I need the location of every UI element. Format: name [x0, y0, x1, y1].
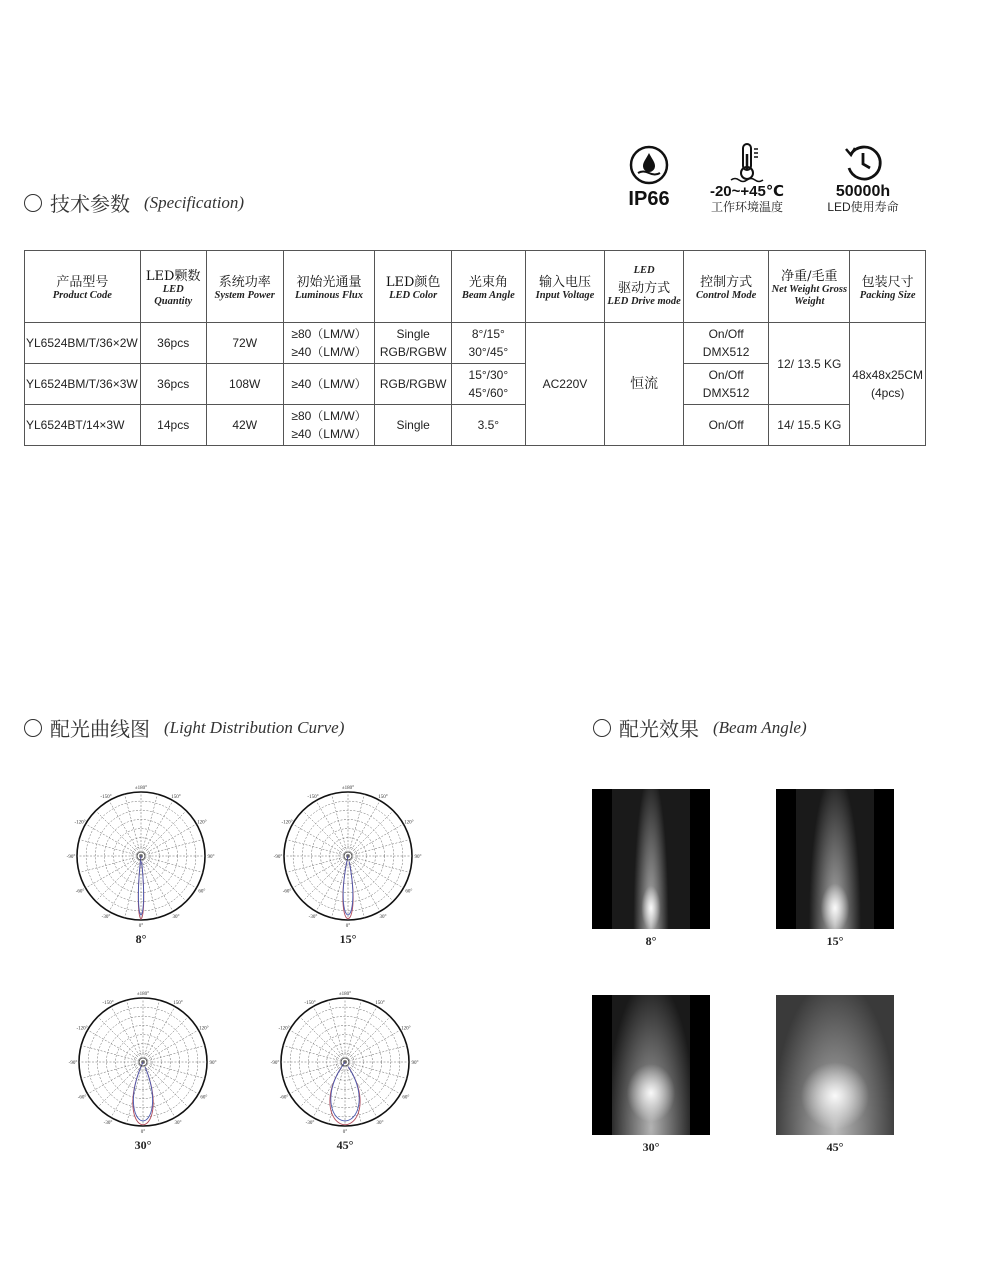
- polar-angle-label: 150°: [171, 794, 181, 800]
- polar-angle-label: 30°: [172, 915, 180, 921]
- cell-code: YL6524BM/T/36×3W: [25, 364, 141, 405]
- polar-angle-label: ±180°: [134, 786, 148, 791]
- cell-power: 42W: [206, 405, 283, 446]
- clock-icon: [841, 142, 885, 184]
- polar-angle-label: 30°: [376, 1121, 384, 1127]
- polar-grid-spoke: [143, 1045, 205, 1062]
- polar-angle-label: -60°: [75, 889, 85, 895]
- beam-photo-15: [776, 789, 894, 949]
- polar-angle-label: -150°: [307, 794, 319, 800]
- cell-power: 108W: [206, 364, 283, 405]
- polar-grid-spoke: [348, 856, 393, 901]
- cell-control: On/Off DMX512: [683, 323, 768, 364]
- polar-chart-svg: [272, 983, 418, 1139]
- polar-chart-30: [70, 983, 216, 1153]
- lifetime-label: LED使用寿命: [827, 200, 899, 214]
- cell-drive: 恒流: [605, 323, 684, 446]
- polar-angle-label: -120°: [281, 820, 293, 826]
- polar-grid-spoke: [300, 1062, 345, 1107]
- circle-bullet-icon: [24, 719, 42, 737]
- polar-grid-spoke: [143, 1062, 205, 1079]
- polar-grid-spoke: [313, 1062, 345, 1117]
- polar-angle-label: 60°: [198, 889, 206, 895]
- header-beam-angle: 光束角 Beam Angle: [452, 251, 526, 323]
- polar-angle-label: -90°: [273, 855, 283, 860]
- polar-grid-spoke: [345, 1030, 400, 1062]
- polar-angle-label: -30°: [101, 915, 111, 921]
- polar-angle-label: 120°: [401, 1026, 411, 1032]
- polar-grid-spoke: [79, 856, 141, 873]
- polar-grid-spoke: [109, 856, 141, 911]
- polar-grid-spoke: [141, 856, 203, 873]
- cell-packing: 48x48x25CM (4pcs): [850, 323, 926, 446]
- beam-photo-8: [592, 789, 710, 949]
- cell-qty: 14pcs: [140, 405, 206, 446]
- polar-grid-spoke: [81, 1045, 143, 1062]
- polar-angle-label: ±180°: [136, 992, 150, 997]
- polar-label: 15°: [339, 932, 357, 946]
- polar-angle-label: 90°: [209, 1061, 217, 1066]
- polar-angle-label: 150°: [375, 1000, 385, 1006]
- polar-grid-spoke: [348, 824, 403, 856]
- polar-angle-label: 60°: [402, 1095, 410, 1101]
- cell-color: Single RGB/RGBW: [375, 323, 452, 364]
- beam-label: 30°: [642, 1140, 660, 1154]
- spec-table: [24, 250, 926, 446]
- polar-grid-spoke: [345, 1017, 390, 1062]
- circle-bullet-icon: [593, 719, 611, 737]
- beam-photo-30: [592, 995, 710, 1155]
- thermometer-icon: [725, 140, 769, 184]
- polar-grid-spoke: [143, 1062, 188, 1107]
- polar-grid-spoke: [345, 1045, 407, 1062]
- polar-chart-svg: [275, 777, 421, 933]
- polar-grid-spoke: [96, 856, 141, 901]
- polar-angle-label: 60°: [200, 1095, 208, 1101]
- beam-label: 15°: [826, 934, 844, 948]
- cell-weight: 14/ 15.5 KG: [769, 405, 850, 446]
- cell-flux: ≥80（LM/W） ≥40（LM/W）: [283, 405, 375, 446]
- polar-angle-label: -60°: [282, 889, 292, 895]
- distribution-title-en: (Light Distribution Curve): [164, 717, 345, 737]
- polar-label: 45°: [336, 1138, 354, 1152]
- polar-grid-spoke: [111, 1007, 143, 1062]
- polar-grid-spoke: [316, 801, 348, 856]
- polar-grid-spoke: [98, 1062, 143, 1107]
- polar-grid-spoke: [96, 811, 141, 856]
- beam-label: 45°: [826, 1140, 844, 1154]
- polar-angle-label: -60°: [279, 1095, 289, 1101]
- cell-qty: 36pcs: [140, 323, 206, 364]
- cell-code: YL6524BT/14×3W: [25, 405, 141, 446]
- polar-grid-spoke: [328, 1000, 345, 1062]
- polar-grid-spoke: [111, 1062, 143, 1117]
- polar-grid-spoke: [283, 1045, 345, 1062]
- polar-grid-spoke: [293, 824, 348, 856]
- polar-grid-spoke: [345, 1062, 400, 1094]
- beam-light-cone: [612, 789, 690, 929]
- distribution-section-title: [24, 713, 344, 742]
- polar-angle-label: 30°: [379, 915, 387, 921]
- polar-chart-8: [68, 777, 214, 947]
- header-system-power: 系统功率 System Power: [206, 251, 283, 323]
- beam-photo-image: [592, 789, 710, 929]
- waterproof-icon: [627, 143, 671, 187]
- polar-grid-spoke: [348, 856, 410, 873]
- cell-control: On/Off DMX512: [683, 364, 768, 405]
- polar-grid-spoke: [303, 856, 348, 901]
- feature-temperature: [692, 140, 802, 215]
- polar-grid-spoke: [141, 794, 158, 856]
- polar-grid-spoke: [143, 1007, 175, 1062]
- polar-grid-spoke: [313, 1007, 345, 1062]
- polar-grid-spoke: [141, 801, 173, 856]
- circle-bullet-icon: [24, 194, 42, 212]
- polar-grid-spoke: [141, 824, 196, 856]
- cell-color: Single: [375, 405, 452, 446]
- cell-qty: 36pcs: [140, 364, 206, 405]
- polar-grid-spoke: [290, 1030, 345, 1062]
- table-row: [25, 323, 926, 364]
- beam-photo-45: [776, 995, 894, 1155]
- polar-grid-spoke: [286, 839, 348, 856]
- ip-rating: IP66: [628, 188, 670, 210]
- header-led-color: LED颜色 LED Color: [375, 251, 452, 323]
- polar-angle-label: ±180°: [341, 786, 355, 791]
- header-luminous-flux: 初始光通量 Luminous Flux: [283, 251, 375, 323]
- beam-title-en: (Beam Angle): [713, 717, 807, 737]
- lifetime-value: 50000h: [835, 183, 891, 200]
- polar-grid-spoke: [331, 856, 348, 918]
- polar-grid-spoke: [141, 856, 173, 911]
- polar-grid-spoke: [98, 1017, 143, 1062]
- polar-grid-spoke: [286, 856, 348, 873]
- header-product-code: 产品型号 Product Code: [25, 251, 141, 323]
- polar-grid-spoke: [331, 794, 348, 856]
- beam-light-cone: [776, 995, 894, 1135]
- polar-angle-label: 120°: [197, 820, 207, 826]
- polar-grid-spoke: [348, 801, 380, 856]
- polar-chart-45: [272, 983, 418, 1153]
- table-row: [25, 405, 926, 446]
- cell-weight: 12/ 13.5 KG: [769, 323, 850, 405]
- polar-grid-spoke: [303, 811, 348, 856]
- polar-label: 30°: [134, 1138, 152, 1152]
- polar-grid-spoke: [283, 1062, 345, 1079]
- header-input-voltage: 输入电压 Input Voltage: [525, 251, 605, 323]
- polar-angle-label: 90°: [411, 1061, 419, 1066]
- header-control-mode: 控制方式 Control Mode: [683, 251, 768, 323]
- polar-grid-spoke: [348, 811, 393, 856]
- beam-title-cn: 配光效果: [619, 717, 699, 741]
- polar-angle-label: -30°: [305, 1121, 315, 1127]
- cell-color: RGB/RGBW: [375, 364, 452, 405]
- polar-angle-label: 90°: [207, 855, 215, 860]
- polar-angle-label: 0°: [138, 924, 144, 929]
- polar-grid-spoke: [345, 1062, 407, 1079]
- polar-chart-svg: [68, 777, 214, 933]
- polar-angle-label: -90°: [68, 1061, 78, 1066]
- header-drive-mode: LED 驱动方式 LED Drive mode: [605, 251, 684, 323]
- cell-power: 72W: [206, 323, 283, 364]
- polar-angle-label: 60°: [405, 889, 413, 895]
- polar-angle-label: -60°: [77, 1095, 87, 1101]
- spec-table-header: [25, 251, 926, 323]
- feature-lifetime: [808, 142, 918, 215]
- polar-grid-spoke: [348, 794, 365, 856]
- spec-title-cn: 技术参数: [50, 192, 130, 216]
- polar-grid-spoke: [345, 1007, 377, 1062]
- polar-angle-label: 150°: [378, 794, 388, 800]
- beam-photo-image: [776, 789, 894, 929]
- beam-photo-image: [776, 995, 894, 1135]
- polar-grid-spoke: [141, 856, 186, 901]
- beam-section-title: [593, 713, 807, 742]
- temperature-label: 工作环境温度: [710, 200, 783, 214]
- polar-grid-spoke: [300, 1017, 345, 1062]
- polar-angle-label: 30°: [174, 1121, 182, 1127]
- polar-angle-label: 90°: [414, 855, 422, 860]
- polar-grid-spoke: [126, 1000, 143, 1062]
- cell-voltage: AC220V: [525, 323, 605, 446]
- polar-angle-label: -120°: [278, 1026, 290, 1032]
- polar-grid-spoke: [124, 794, 141, 856]
- polar-grid-spoke: [86, 824, 141, 856]
- feature-ip66: [594, 143, 704, 210]
- polar-grid-spoke: [293, 856, 348, 888]
- polar-grid-spoke: [141, 811, 186, 856]
- distribution-title-cn: 配光曲线图: [50, 717, 150, 741]
- polar-angle-label: 0°: [342, 1130, 348, 1135]
- polar-grid-spoke: [143, 1030, 198, 1062]
- polar-angle-label: 0°: [140, 1130, 146, 1135]
- polar-grid-spoke: [81, 1062, 143, 1079]
- polar-angle-label: 0°: [345, 924, 351, 929]
- polar-angle-label: 120°: [199, 1026, 209, 1032]
- cell-beam: 3.5°: [452, 405, 526, 446]
- polar-grid-spoke: [86, 856, 141, 888]
- header-led-quantity: LED颗数 LED Quantity: [140, 251, 206, 323]
- polar-grid-spoke: [290, 1062, 345, 1094]
- polar-grid-spoke: [345, 1062, 377, 1117]
- polar-angle-label: ±180°: [338, 992, 352, 997]
- cell-flux: ≥80（LM/W） ≥40（LM/W）: [283, 323, 375, 364]
- polar-angle-label: -30°: [103, 1121, 113, 1127]
- spec-title-en: (Specification): [144, 192, 245, 212]
- cell-flux: ≥40（LM/W）: [283, 364, 375, 405]
- beam-label: 8°: [645, 934, 657, 948]
- beam-light-cone: [612, 995, 690, 1135]
- polar-angle-label: -90°: [270, 1061, 280, 1066]
- polar-angle-label: -120°: [74, 820, 86, 826]
- polar-chart-svg: [70, 983, 216, 1139]
- spec-section-title: [24, 188, 244, 217]
- polar-label: 8°: [135, 932, 147, 946]
- polar-grid-spoke: [88, 1030, 143, 1062]
- polar-grid-spoke: [143, 1062, 175, 1117]
- cell-beam: 15°/30° 45°/60°: [452, 364, 526, 405]
- polar-grid-spoke: [141, 856, 196, 888]
- cell-control: On/Off: [683, 405, 768, 446]
- polar-angle-label: -30°: [308, 915, 318, 921]
- polar-grid-spoke: [79, 839, 141, 856]
- cell-code: YL6524BM/T/36×2W: [25, 323, 141, 364]
- polar-grid-spoke: [143, 1000, 160, 1062]
- polar-angle-label: -90°: [66, 855, 76, 860]
- polar-chart-15: [275, 777, 421, 947]
- cell-beam: 8°/15° 30°/45°: [452, 323, 526, 364]
- polar-grid-spoke: [348, 839, 410, 856]
- polar-grid-spoke: [348, 856, 365, 918]
- polar-angle-label: -150°: [304, 1000, 316, 1006]
- polar-angle-label: 150°: [173, 1000, 183, 1006]
- polar-grid-spoke: [348, 856, 403, 888]
- beam-light-cone: [796, 789, 874, 929]
- temperature-range: -20~+45℃: [709, 183, 785, 200]
- beam-photo-image: [592, 995, 710, 1135]
- header-packing-size: 包装尺寸 Packing Size: [850, 251, 926, 323]
- polar-grid-spoke: [143, 1017, 188, 1062]
- polar-angle-label: 120°: [404, 820, 414, 826]
- polar-grid-spoke: [345, 1000, 362, 1062]
- polar-grid-spoke: [345, 1062, 390, 1107]
- polar-angle-label: -150°: [100, 794, 112, 800]
- polar-angle-label: -150°: [102, 1000, 114, 1006]
- header-weight: 净重/毛重 Net Weight Gross Weight: [769, 251, 850, 323]
- polar-grid-spoke: [109, 801, 141, 856]
- polar-grid-spoke: [141, 839, 203, 856]
- polar-angle-label: -120°: [76, 1026, 88, 1032]
